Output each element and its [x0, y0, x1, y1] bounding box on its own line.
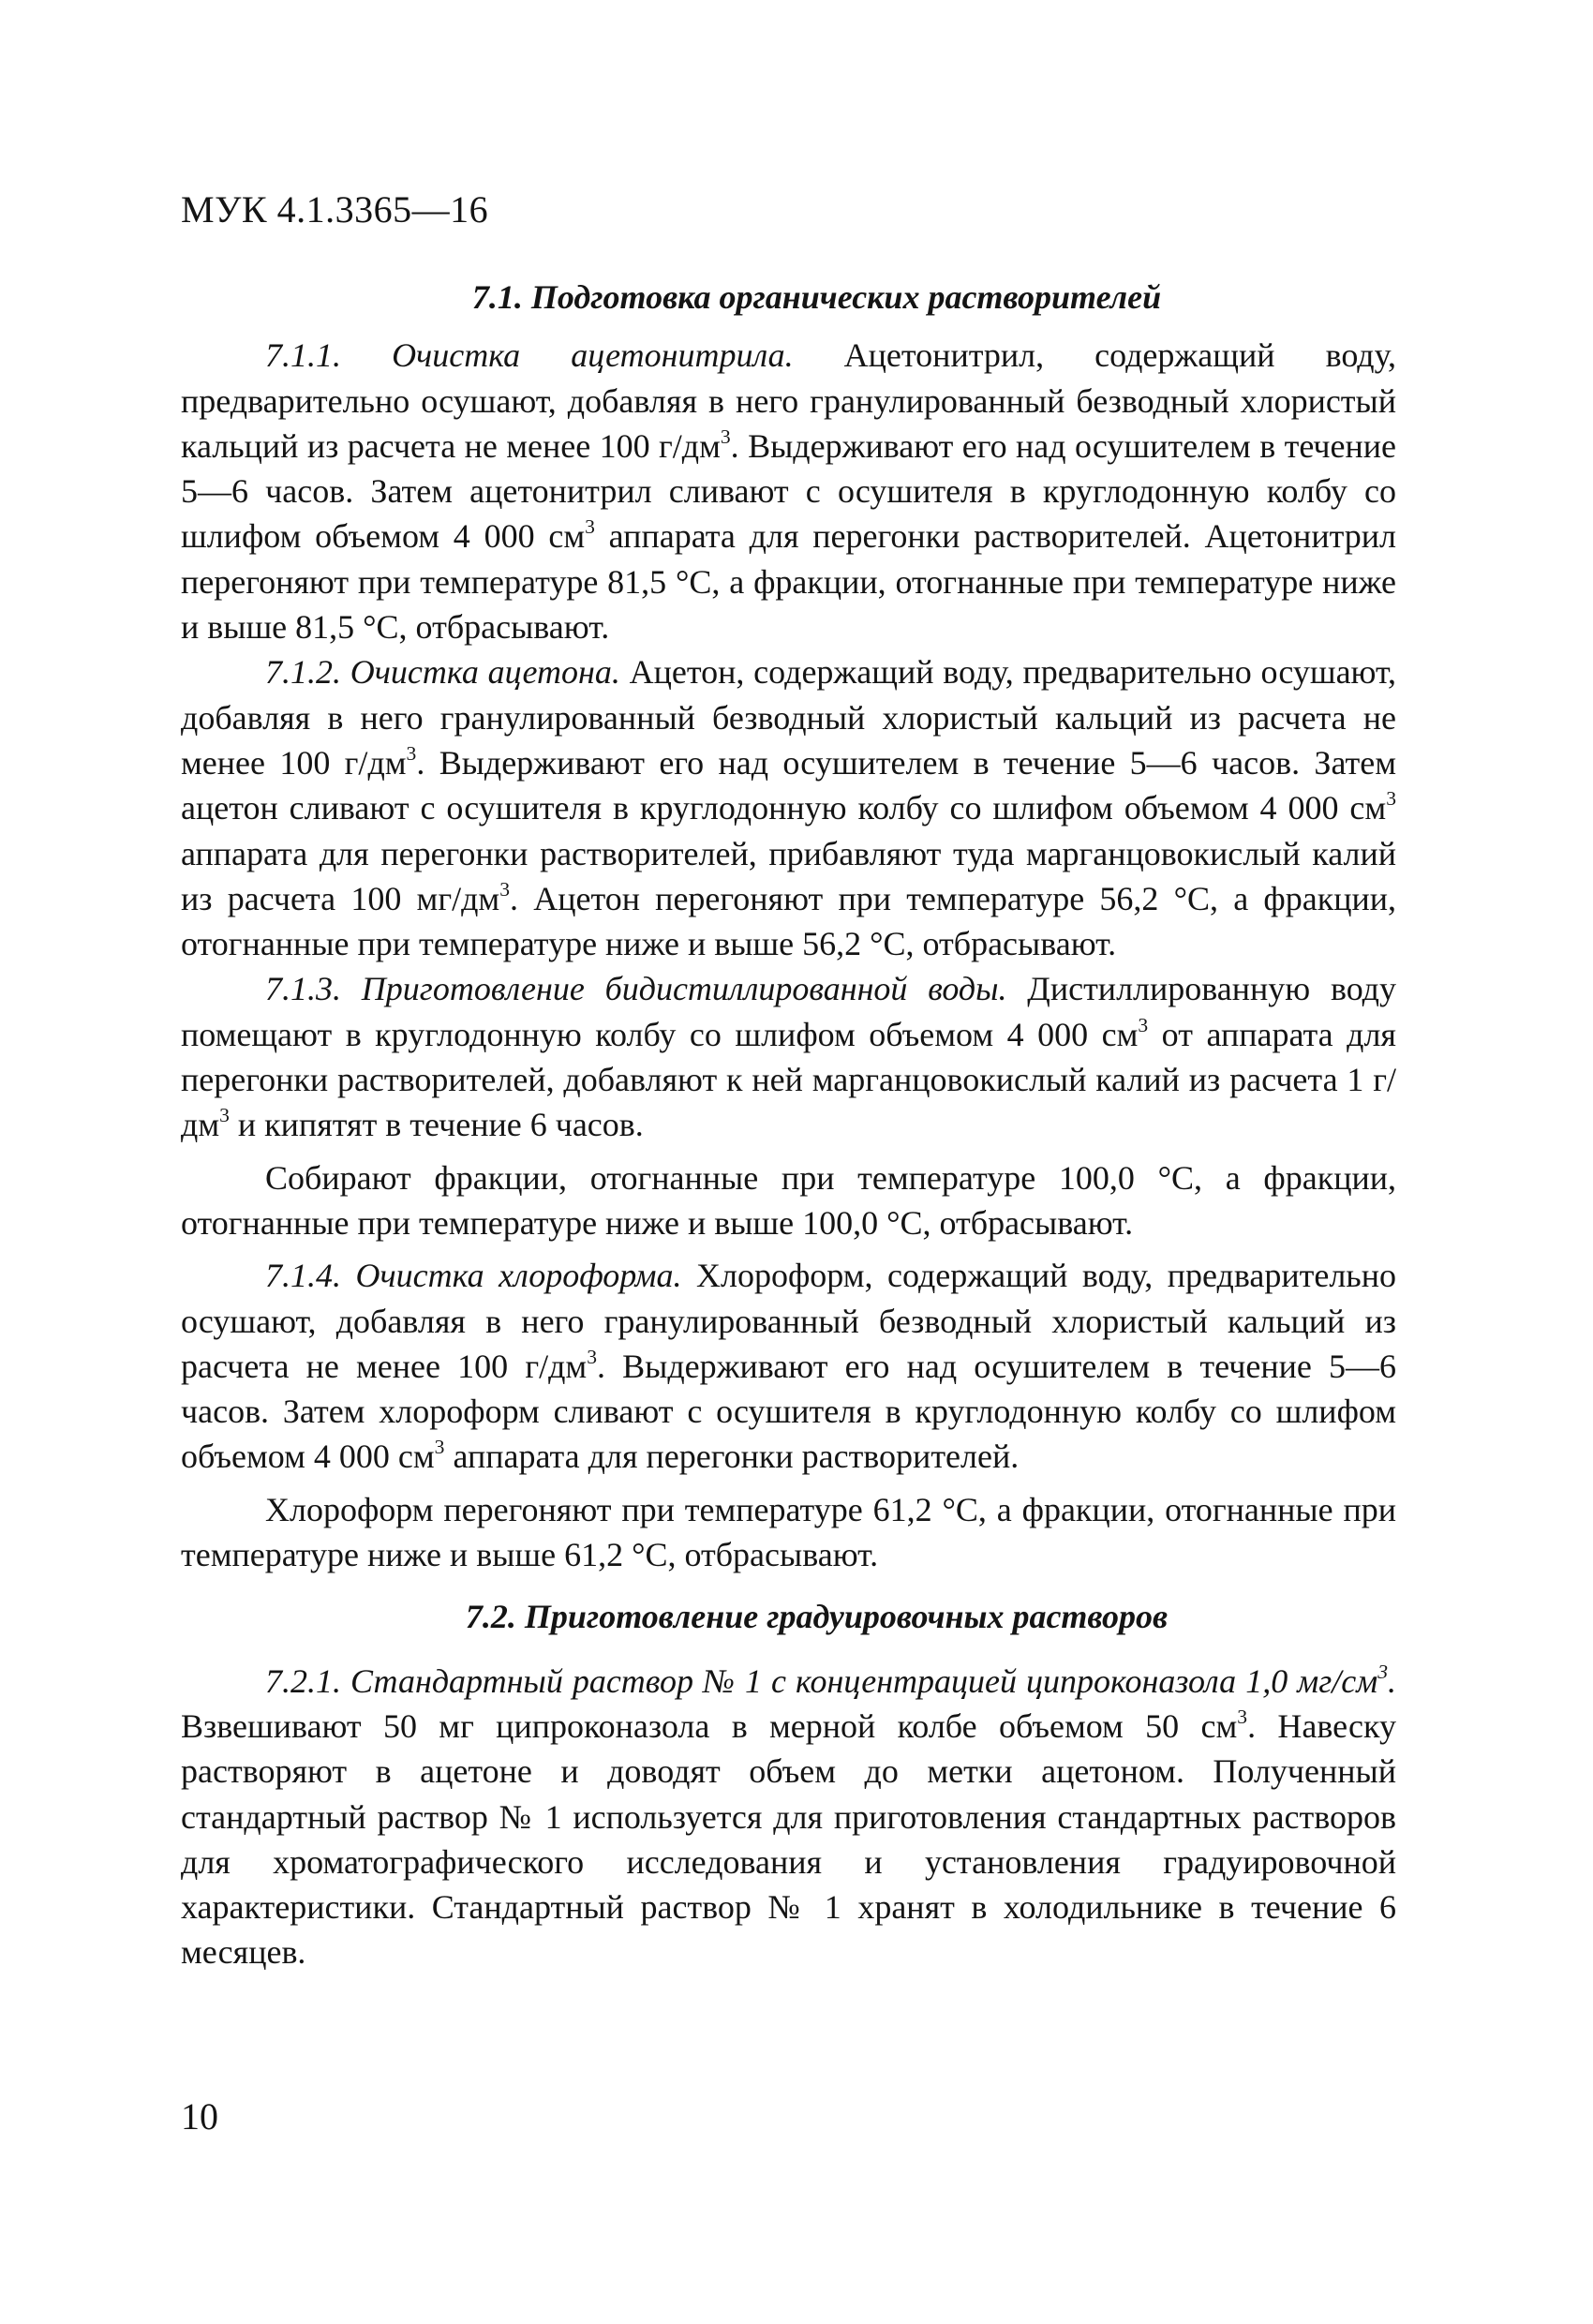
paragraph-text: Ацетонитрил, содержащий воду, предварительно осушают, добавляя в него гранулированный безводный хлористый кальций из расчета не менее 100 г/дм: [181, 336, 1396, 465]
superscript: 3: [585, 515, 595, 539]
paragraph-7-1-3-continuation: Собирают фракции, отогнанные при температуре 100,0 °С, а фракции, отогнанные при температуре ниже и выше 100,0 °С, отбрасывают.: [181, 1158, 1396, 1242]
paragraph-lead: .: [1388, 1661, 1396, 1700]
paragraph-7-1-4-continuation: Хлороформ перегоняют при температуре 61,2 °С, а фракции, отогнанные при температуре ниже и выше 61,2 °С, отбрасывают.: [181, 1490, 1396, 1574]
superscript: 3: [1377, 1660, 1388, 1683]
document-body: [181, 275, 1396, 1975]
paragraph-7-2-1: [181, 1659, 1396, 1975]
section-title-7-2: 7.2. Приготовление градуировочных растворов: [465, 1598, 1169, 1636]
paragraph-text: Взвешивают 50 мг ципроконазола в мерной колбе объемом 50 см: [181, 1706, 1238, 1745]
superscript: 3: [499, 877, 511, 901]
paragraph-text: аппарата для перегонки растворителей.: [444, 1438, 1020, 1476]
superscript: 3: [219, 1104, 230, 1127]
superscript: 3: [434, 1436, 445, 1459]
page-number: 10: [181, 2095, 218, 2138]
superscript: 3: [1138, 1013, 1149, 1036]
paragraph-text: . Выдерживают его над осушителем в течение 5—6 часов. Затем ацетонитрил сливают с осушителя в круглодонную колбу со шлифом объемом 4 000 см: [181, 426, 1396, 556]
paragraph-text: аппарата для перегонки растворителей. Ацетонитрил перегоняют при температуре 81,5 °С, а фракции, отогнанные при температуре ниже и выше 81,5 °С, отбрасывают.: [181, 517, 1396, 647]
paragraph-text: Хлороформ, содержащий воду, предварительно осушают, добавляя в него гранулированный безводный хлористый кальций из расчета не менее 100 г/дм: [181, 1257, 1396, 1385]
section-title-7-1: 7.1. Подготовка органических растворителей: [471, 278, 1162, 316]
paragraph-text: . Выдерживают его над осушителем в течение 5—6 часов. Затем ацетон сливают с осушителя в круглодонную колбу со шлифом объемом 4 000 см: [181, 743, 1396, 827]
paragraph-lead: 7.1.3. Приготовление бидистиллированной воды.: [265, 970, 1007, 1008]
paragraph-text: . Ацетон перегоняют при температуре 56,2 °С, а фракции, отогнанные при температуре ниже и выше 56,2 °С, отбрасывают.: [181, 879, 1396, 963]
superscript: 3: [587, 1345, 597, 1368]
paragraph-text: . Навеску растворяют в ацетоне и доводят объем до метки ацетоном. Полученный стандартный раствор № 1 используется для приготовления стандартных растворов для хроматографического исследования и установления градуировочной характеристики. Стандартный раствор № 1 хранят в холодильнике в течение 6 месяцев.: [181, 1706, 1396, 1972]
document-code: МУК 4.1.3365—16: [181, 188, 489, 231]
superscript: 3: [406, 741, 417, 765]
paragraph-text: и кипятят в течение 6 часов.: [229, 1106, 644, 1144]
paragraph-7-1-1: [181, 333, 1396, 649]
superscript: 3: [720, 425, 731, 448]
paragraph-7-1-2: [181, 649, 1396, 966]
paragraph-text: . Выдерживают его над осушителем в течение 5—6 часов. Затем хлороформ сливают с осушителя в круглодонную колбу со шлифом объемом 4 000 см: [181, 1347, 1396, 1476]
superscript: 3: [1386, 787, 1396, 811]
paragraph-text: Ацетон, содержащий воду, предварительно осушают, добавляя в него гранулированный безводный хлористый кальций из расчета не менее 100 г/дм: [181, 653, 1396, 782]
paragraph-lead: 7.1.4. Очистка хлороформа.: [265, 1257, 682, 1295]
paragraph-7-1-3: [181, 966, 1396, 1147]
superscript: 3: [1237, 1705, 1248, 1728]
paragraph-text: от аппарата для перегонки растворителей, добавляют к ней марганцовокислый калий из расчета 1 г/дм: [181, 1015, 1396, 1144]
paragraph-lead: 7.1.1. Очистка ацетонитрила.: [265, 336, 794, 375]
paragraph-lead: 7.2.1. Стандартный раствор № 1 с концентрацией ципроконазола 1,0 мг/см: [265, 1661, 1378, 1700]
paragraph-text: Дистиллированную воду помещают в круглодонную колбу со шлифом объемом 4 000 см: [181, 970, 1396, 1053]
paragraph-7-1-4: [181, 1253, 1396, 1479]
paragraph-lead: 7.1.2. Очистка ацетона.: [265, 653, 620, 692]
paragraph-text: аппарата для перегонки растворителей, прибавляют туда марганцовокислый калий из расчета 100 мг/дм: [181, 834, 1396, 917]
